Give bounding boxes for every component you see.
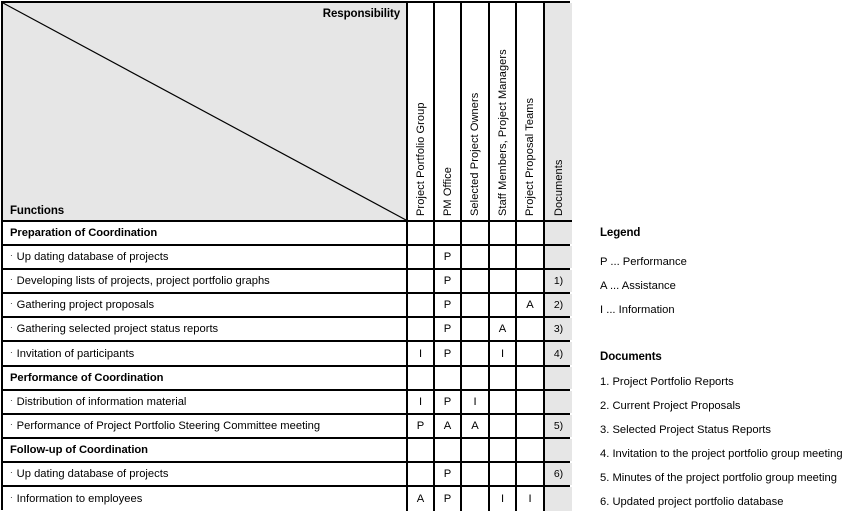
responsibility-axis-label: Responsibility [322, 8, 400, 20]
matrix-assignment-cell [490, 270, 517, 292]
row-label-cell [3, 342, 408, 364]
matrix-item-row [3, 487, 568, 511]
matrix-assignment-cell [408, 270, 435, 292]
matrix-assignment-cell: P [435, 318, 462, 340]
matrix-section-row [3, 222, 568, 246]
column-header-label: Selected Project Owners [469, 92, 481, 216]
column-header-label: PM Office [441, 167, 454, 216]
matrix-section-row [3, 439, 568, 463]
document-entry-6: 6. Updated project portfolio database [600, 496, 784, 508]
document-entry-5: 5. Minutes of the project portfolio group meeting [600, 472, 837, 484]
matrix-assignment-cell [490, 415, 517, 437]
matrix-assignment-cell [517, 222, 545, 244]
legend-entry-assistance: A ... Assistance [600, 280, 676, 292]
matrix-assignment-cell [408, 318, 435, 340]
matrix-corner-header [3, 3, 408, 222]
matrix-assignment-cell [408, 463, 435, 485]
matrix-assignment-cell [462, 294, 490, 316]
matrix-item-row [3, 342, 568, 366]
matrix-document-cell [545, 246, 572, 268]
matrix-document-cell: 3) [545, 318, 572, 340]
row-label-text: Preparation of Coordination [10, 227, 158, 240]
row-label-text: Performance of Coordination [10, 371, 164, 384]
matrix-assignment-cell: P [435, 391, 462, 413]
column-header-label: Project Proposal Teams [524, 97, 536, 216]
functions-axis-label: Functions [10, 205, 65, 217]
row-label-cell [3, 318, 408, 340]
matrix-document-cell: 5) [545, 415, 572, 437]
row-label-text: Distribution of information material [16, 395, 187, 408]
documents-title: Documents [600, 351, 662, 363]
matrix-document-cell: 1) [545, 270, 572, 292]
bullet-icon: · [10, 347, 13, 357]
matrix-item-row [3, 246, 568, 270]
legend-title: Legend [600, 227, 641, 239]
column-header-staff-members-project-managers [490, 3, 517, 220]
matrix-item-row [3, 294, 568, 318]
matrix-assignment-cell: P [435, 487, 462, 511]
matrix-assignment-cell [517, 318, 545, 340]
matrix-assignment-cell: P [408, 415, 435, 437]
matrix-document-cell [545, 367, 572, 389]
matrix-assignment-cell [517, 439, 545, 461]
matrix-assignment-cell: A [408, 487, 435, 511]
row-label-cell [3, 246, 408, 268]
matrix-rows [3, 222, 568, 508]
matrix-assignment-cell [408, 367, 435, 389]
column-header-pm-office [435, 3, 462, 220]
matrix-item-row [3, 391, 568, 415]
row-label-cell [3, 367, 408, 389]
row-label-text: Developing lists of projects, project portfolio graphs [16, 275, 270, 288]
responsibility-matrix [1, 1, 570, 510]
bullet-icon: · [10, 467, 13, 477]
matrix-assignment-cell: I [490, 487, 517, 511]
matrix-assignment-cell [408, 294, 435, 316]
matrix-assignment-cell [408, 246, 435, 268]
row-label-text: Gathering project proposals [16, 299, 155, 312]
matrix-assignment-cell: P [435, 463, 462, 485]
row-label-cell [3, 463, 408, 485]
matrix-assignment-cell [490, 391, 517, 413]
document-entry-4: 4. Invitation to the project portfolio group meeting [600, 448, 843, 460]
matrix-assignment-cell [490, 367, 517, 389]
bullet-icon: · [10, 251, 13, 261]
matrix-assignment-cell [517, 270, 545, 292]
matrix-document-cell: 4) [545, 342, 572, 364]
matrix-assignment-cell [490, 222, 517, 244]
matrix-assignment-cell [517, 246, 545, 268]
matrix-document-cell [545, 391, 572, 413]
matrix-assignment-cell [490, 294, 517, 316]
row-label-text: Information to employees [16, 493, 143, 506]
document-entry-1: 1. Project Portfolio Reports [600, 376, 734, 388]
matrix-assignment-cell [490, 463, 517, 485]
row-label-cell [3, 294, 408, 316]
matrix-assignment-cell [490, 246, 517, 268]
matrix-assignment-cell [517, 391, 545, 413]
matrix-assignment-cell [462, 318, 490, 340]
matrix-document-cell [545, 439, 572, 461]
matrix-item-row [3, 270, 568, 294]
matrix-assignment-cell: P [435, 294, 462, 316]
matrix-assignment-cell [435, 367, 462, 389]
row-label-cell [3, 391, 408, 413]
matrix-assignment-cell [462, 463, 490, 485]
matrix-assignment-cell: I [490, 342, 517, 364]
diagonal-divider-line [3, 3, 406, 220]
matrix-assignment-cell [435, 222, 462, 244]
matrix-assignment-cell: P [435, 270, 462, 292]
matrix-assignment-cell [408, 222, 435, 244]
row-label-cell [3, 439, 408, 461]
matrix-assignment-cell [462, 270, 490, 292]
matrix-assignment-cell [490, 439, 517, 461]
matrix-item-row [3, 318, 568, 342]
matrix-assignment-cell [462, 367, 490, 389]
matrix-assignment-cell [408, 439, 435, 461]
matrix-assignment-cell [517, 415, 545, 437]
bullet-icon: · [10, 275, 13, 285]
row-label-cell [3, 222, 408, 244]
matrix-assignment-cell: A [462, 415, 490, 437]
matrix-assignment-cell: I [408, 342, 435, 364]
column-header-label: Documents [552, 159, 565, 216]
matrix-assignment-cell: A [517, 294, 545, 316]
matrix-assignment-cell: I [517, 487, 545, 511]
side-panel [600, 0, 857, 512]
matrix-document-cell [545, 222, 572, 244]
matrix-assignment-cell [462, 222, 490, 244]
column-header-project-portfolio-group [408, 3, 435, 220]
matrix-assignment-cell: P [435, 342, 462, 364]
matrix-assignment-cell [462, 342, 490, 364]
legend-entry-performance: P ... Performance [600, 256, 687, 268]
column-header-label: Staff Members, Project Managers [496, 49, 509, 216]
matrix-section-row [3, 367, 568, 391]
column-header-label: Project Portfolio Group [414, 102, 427, 216]
legend-entry-information: I ... Information [600, 304, 675, 316]
document-entry-2: 2. Current Project Proposals [600, 400, 741, 412]
row-label-cell [3, 487, 408, 511]
row-label-text: Invitation of participants [16, 347, 135, 360]
row-label-text: Follow-up of Coordination [10, 443, 148, 456]
matrix-assignment-cell [435, 439, 462, 461]
row-label-text: Gathering selected project status reports [16, 323, 219, 336]
matrix-assignment-cell: I [408, 391, 435, 413]
matrix-assignment-cell [462, 246, 490, 268]
row-label-cell [3, 270, 408, 292]
column-header-selected-project-owners [462, 3, 490, 220]
column-header-strip [408, 3, 572, 222]
bullet-icon: · [10, 299, 13, 309]
matrix-item-row [3, 463, 568, 487]
matrix-assignment-cell: A [435, 415, 462, 437]
matrix-item-row [3, 415, 568, 439]
row-label-text: Up dating database of projects [16, 467, 169, 480]
matrix-assignment-cell [462, 439, 490, 461]
column-header-project-proposal-teams [517, 3, 545, 220]
matrix-assignment-cell: P [435, 246, 462, 268]
row-label-text: Performance of Project Portfolio Steering Committee meeting [16, 419, 321, 432]
bullet-icon: · [10, 419, 13, 429]
bullet-icon: · [10, 493, 13, 503]
matrix-assignment-cell [517, 367, 545, 389]
bullet-icon: · [10, 323, 13, 333]
matrix-assignment-cell: A [490, 318, 517, 340]
matrix-assignment-cell [517, 463, 545, 485]
document-entry-3: 3. Selected Project Status Reports [600, 424, 772, 436]
matrix-assignment-cell: I [462, 391, 490, 413]
bullet-icon: · [10, 395, 13, 405]
matrix-assignment-cell [517, 342, 545, 364]
row-label-text: Up dating database of projects [16, 251, 169, 264]
matrix-document-cell [545, 487, 572, 511]
matrix-document-cell: 2) [545, 294, 572, 316]
matrix-assignment-cell [462, 487, 490, 511]
row-label-cell [3, 415, 408, 437]
matrix-document-cell: 6) [545, 463, 572, 485]
column-header-documents [545, 3, 572, 220]
